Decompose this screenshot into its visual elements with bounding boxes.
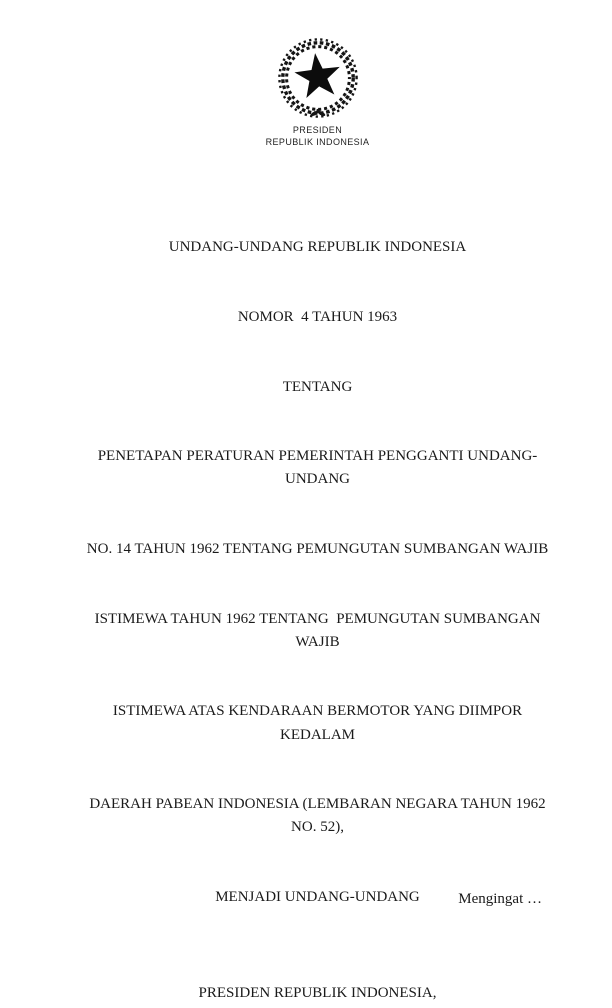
page-content xyxy=(0,36,612,1008)
title-line-5: NO. 14 TAHUN 1962 TENTANG PEMUNGUTAN SUMBANGAN WAJIB xyxy=(86,541,549,558)
title-line-8: DAERAH PABEAN INDONESIA (LEMBARAN NEGARA TAHUN 1962 NO. 52), xyxy=(89,796,550,836)
title-line-3: TENTANG xyxy=(282,378,353,395)
title-line-2: NOMOR 4 TAHUN 1963 xyxy=(237,309,398,326)
title-line-7: ISTIMEWA ATAS KENDARAAN BERMOTOR YANG DIIMPOR KEDALAM xyxy=(112,703,526,743)
page-catchword-mengingat: Mengingat … xyxy=(458,891,542,907)
title-line-9: MENJADI UNDANG-UNDANG xyxy=(215,889,420,906)
letterhead-republik-indonesia: REPUBLIK INDONESIA xyxy=(265,136,370,147)
title-line-6: ISTIMEWA TAHUN 1962 TENTANG PEMUNGUTAN SUMBANGAN WAJIB xyxy=(94,610,544,650)
title-line-1: UNDANG-UNDANG REPUBLIK INDONESIA xyxy=(168,239,467,256)
letterhead-caption xyxy=(85,125,550,148)
state-star-wreath-emblem-icon xyxy=(275,36,361,122)
title-line-4: PENETAPAN PERATURAN PEMERINTAH PENGGANTI UNDANG-UNDANG xyxy=(97,448,538,488)
preamble-heading: PRESIDEN REPUBLIK INDONESIA, xyxy=(198,984,437,1001)
law-title-block xyxy=(85,190,550,956)
star-icon xyxy=(292,50,343,99)
letterhead-presiden: PRESIDEN xyxy=(292,125,343,135)
letterhead xyxy=(85,36,550,148)
